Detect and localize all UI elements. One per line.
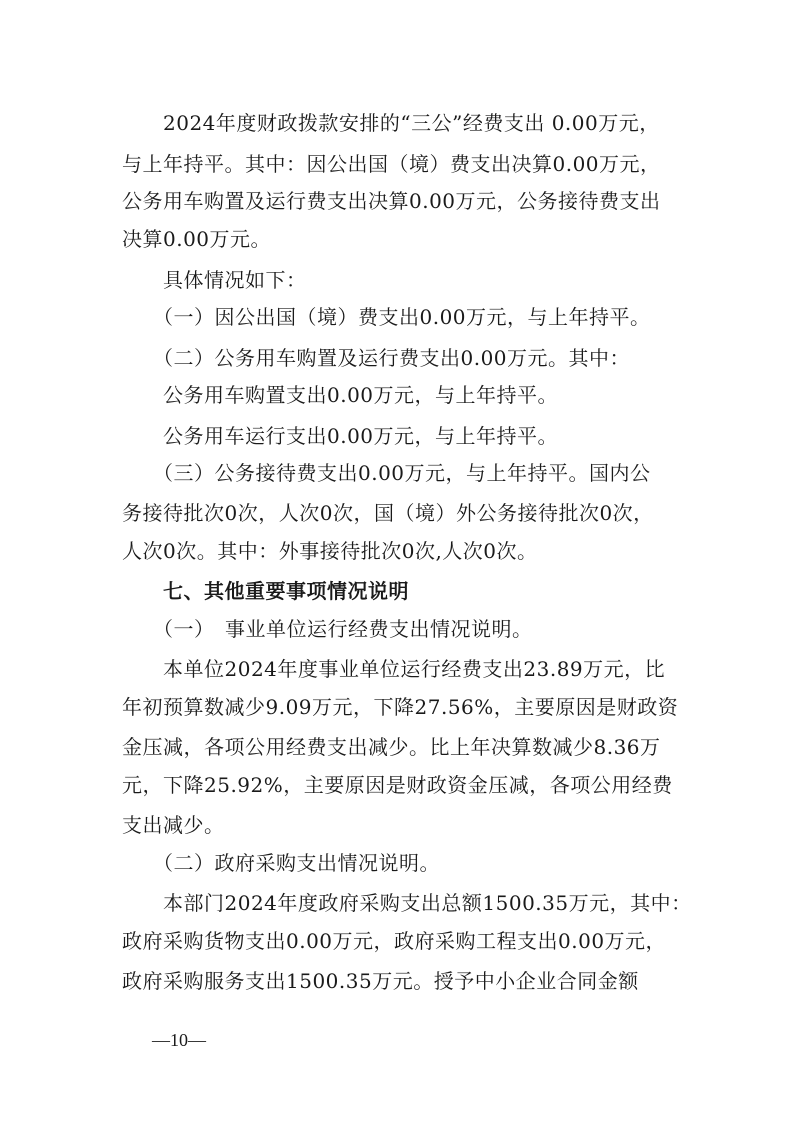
subsection-heading: （一） 事业单位运行经费支出情况说明。 [122,617,533,641]
text-line: 公务用车运行支出0.00万元，与上年持平。 [122,424,559,448]
subsection-heading: （二）政府采购支出情况说明。 [122,851,440,875]
section-heading: 七、其他重要事项情况说明 [122,579,409,603]
text-line: 政府采购服务支出1500.35万元。授予中小企业合同金额 [122,969,639,993]
text-line: 人次0次。其中：外事接待批次0次,人次0次。 [122,539,538,563]
text-line: 务接待批次0次，人次0次，国（境）外公务接待批次0次， [122,501,654,525]
text-line: 决算0.00万元。 [122,227,272,251]
text-line: （三）公务接待费支出0.00万元，与上年持平。国内公 [122,461,651,485]
page-number: —10— [152,1030,206,1050]
text-line: 政府采购货物支出0.00万元，政府采购工程支出0.00万元， [122,929,667,953]
text-line: （二）公务用车购置及运行费支出0.00万元。其中： [122,346,631,370]
text-line: 本单位2024年度事业单位运行经费支出23.89万元，比 [122,657,666,681]
text-line: 金压减，各项公用经费支出减少。比上年决算数减少8.36万 [122,735,661,759]
text-line: 与上年持平。其中：因公出国（境）费支出决算0.00万元， [122,152,661,176]
text-line: 公务用车购置及运行费支出决算0.00万元，公务接待费支出 [122,189,661,213]
text-line: 2024年度财政拨款安排的“三公”经费支出 0.00万元， [122,111,660,135]
text-line: （一）因公出国（境）费支出0.00万元，与上年持平。 [122,305,651,329]
text-line: 支出减少。 [122,813,225,837]
text-line: 本部门2024年度政府采购支出总额1500.35万元，其中： [122,891,692,915]
text-line: 具体情况如下： [122,268,307,292]
text-line: 年初预算数减少9.09万元，下降27.56%，主要原因是财政资 [122,695,679,719]
text-line: 元，下降25.92%，主要原因是财政资金压减，各项公用经费 [122,773,673,797]
text-line: 公务用车购置支出0.00万元，与上年持平。 [122,383,559,407]
